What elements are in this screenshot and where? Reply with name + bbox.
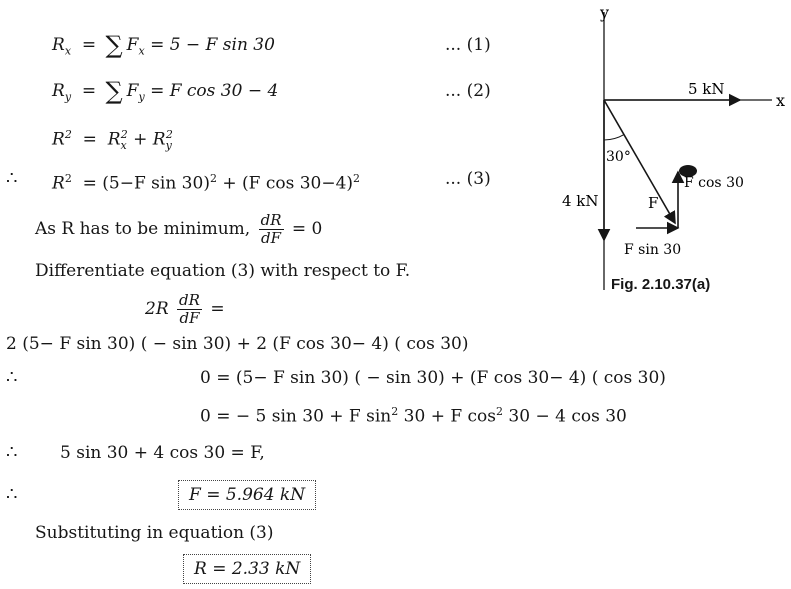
therefore-symbol-4: ∴ — [6, 484, 18, 505]
result-f-box: F = 5.964 kN — [178, 480, 316, 510]
force-4kn-label: 4 kN — [562, 192, 599, 210]
equation-ry: $R_y$ = ∑ $F_y = F$ cos 30 − 4 — [52, 77, 279, 105]
equation-number-1: ... (1) — [445, 35, 491, 55]
equation-zero-2: 0 = − 5 sin 30 + F $\sin^2 30 + F$ $\cos^2 30 - 4$ cos 30 — [200, 405, 627, 427]
angle-label: 30° — [606, 149, 631, 165]
derivative-lhs: 2R $\frac{dR}{dF}$ = — [145, 291, 225, 327]
substituting-text: Substituting in equation (3) — [35, 523, 274, 543]
equation-f: 5 sin 30 + 4 cos 30 = F, — [60, 443, 265, 463]
equation-rx: $R_x$ = ∑ $F_x = 5 - F$ sin 30 — [52, 31, 275, 59]
derivative-expansion: 2 (5− F sin 30) ( − sin 30) + 2 (F cos 30− 4) ( cos 30) — [6, 334, 469, 354]
figure-caption: Fig. 2.10.37(a) — [611, 276, 711, 293]
dr-df-fraction: $\frac{dR}{dF}$ — [260, 211, 282, 247]
f-sin-label: F sin 30 — [624, 242, 682, 258]
minimum-condition: As R has to be minimum, $\frac{dR}{dF}$ = 0 — [35, 211, 323, 247]
equation-number-2: ... (2) — [445, 81, 491, 101]
equation-number-3: ... (3) — [445, 169, 491, 189]
f-cos-label: F cos 30 — [684, 175, 744, 191]
therefore-symbol: ∴ — [6, 168, 18, 189]
angle-arc — [604, 135, 624, 140]
equation-r-squared-expanded: $R^2 = (5-F$ sin 30)$^2$ + (F cos 30−4)$^2$ — [52, 172, 361, 194]
force-f-label: F — [648, 194, 659, 212]
axis-x-label: x — [776, 91, 786, 110]
equation-zero-1: 0 = (5− F sin 30) ( − sin 30) + (F cos 30− 4) ( cos 30) — [200, 368, 666, 388]
differentiate-instruction: Differentiate equation (3) with respect to F. — [35, 261, 411, 281]
force-diagram — [540, 0, 790, 300]
dr-df-fraction-2: $\frac{dR}{dF}$ — [179, 291, 200, 327]
equation-r-squared: $R^2 = R_x^2 + R_y^2$ — [52, 128, 173, 153]
force-5kn-label: 5 kN — [688, 80, 725, 98]
therefore-symbol-3: ∴ — [6, 442, 18, 463]
axis-y-label: y — [600, 3, 610, 22]
therefore-symbol-2: ∴ — [6, 367, 18, 388]
result-r-box: R = 2.33 kN — [183, 554, 311, 584]
